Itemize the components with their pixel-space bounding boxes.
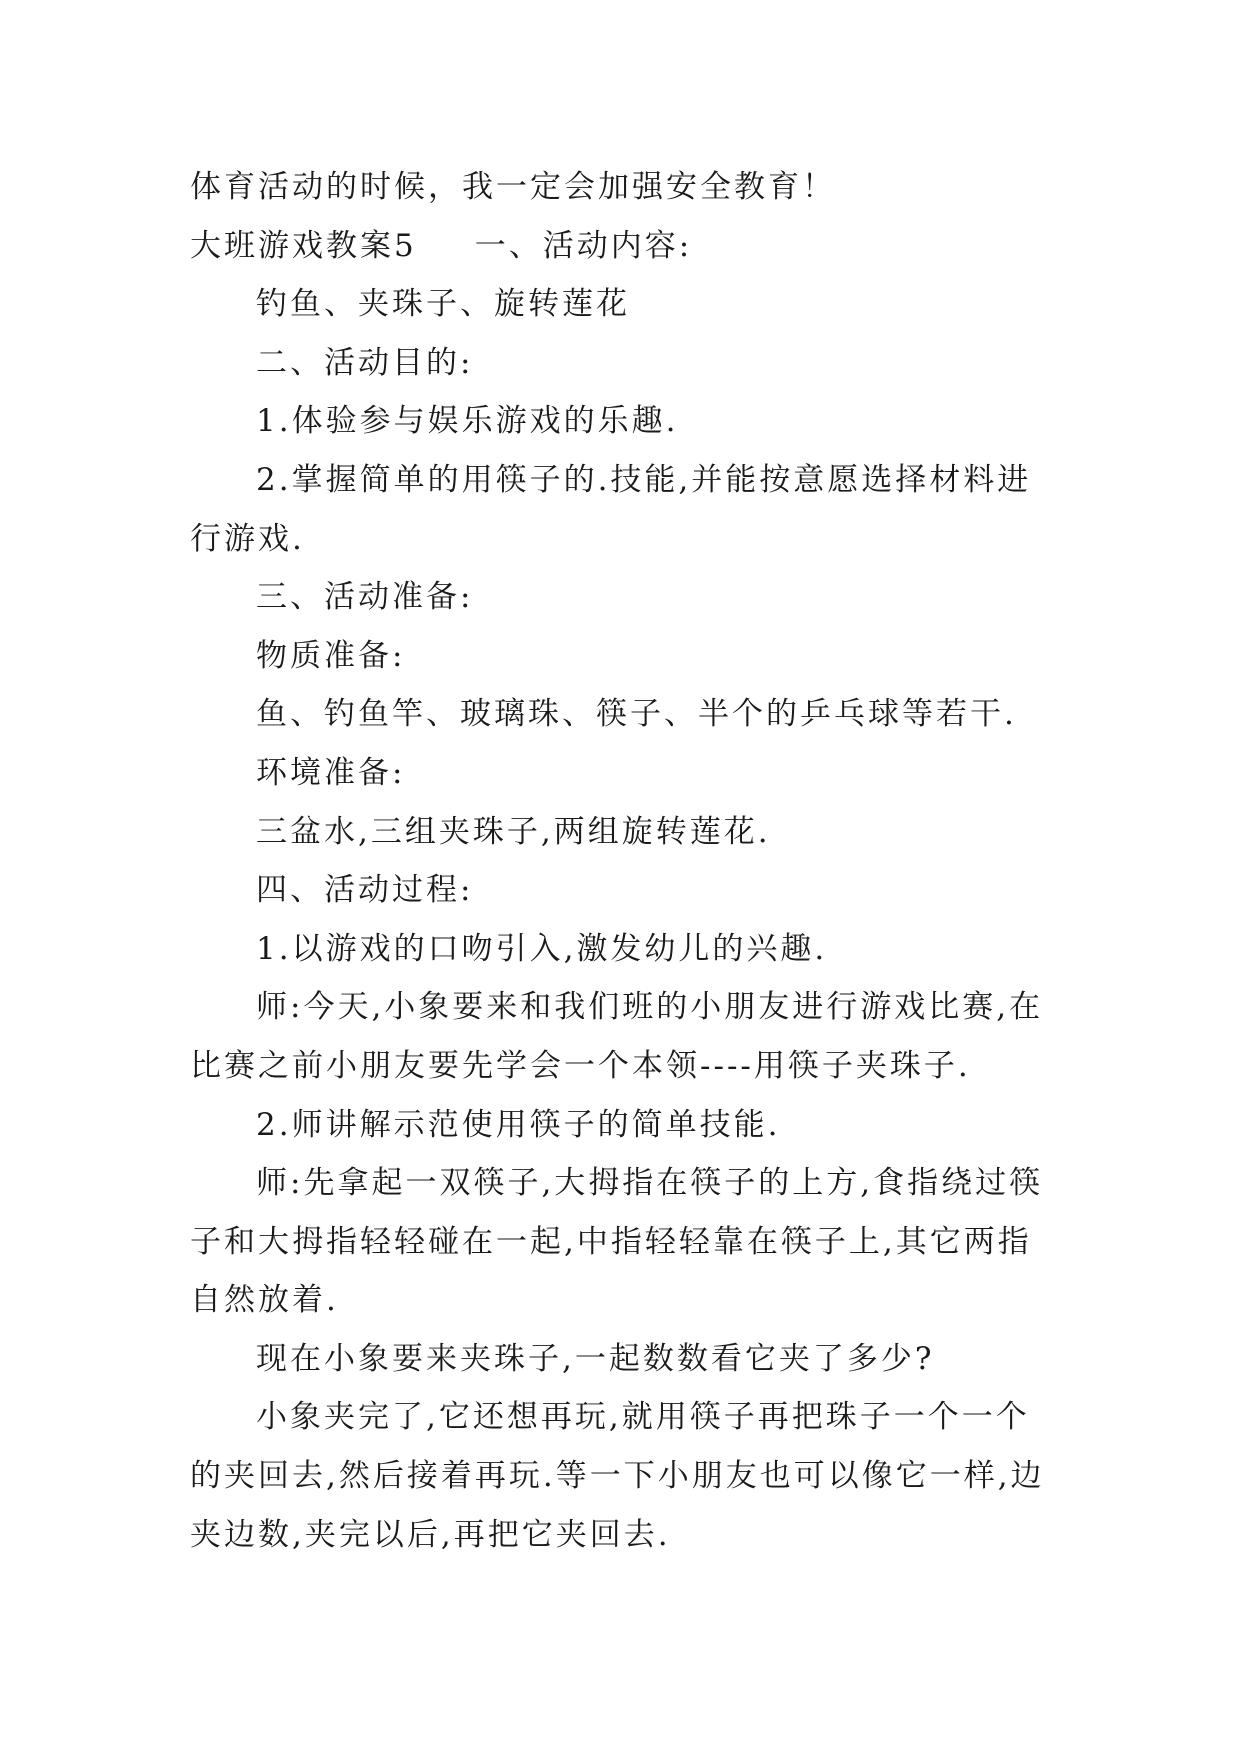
section-heading: 四、活动过程: — [256, 872, 474, 909]
text-line: 小象夹完了,它还想再玩,就用筷子再把珠子一个一个 — [256, 1399, 1030, 1436]
text-line: 1.体验参与娱乐游戏的乐趣. — [256, 403, 679, 440]
text-line: 鱼、钓鱼竿、玻璃珠、筷子、半个的乒乓球等若干. — [256, 696, 1017, 733]
document-body — [190, 158, 1052, 1564]
text-line: 现在小象要来夹珠子,一起数数看它夹了多少? — [256, 1340, 935, 1377]
text-line: 2.师讲解示范使用筷子的简单技能. — [256, 1106, 781, 1143]
text-line: 1.以游戏的口吻引入,激发幼儿的兴趣. — [256, 930, 828, 967]
section-heading: 三、活动准备: — [256, 579, 474, 616]
text-line: 的夹回去,然后接着再玩.等一下小朋友也可以像它一样,边 — [190, 1458, 1045, 1495]
text-line: 行游戏. — [190, 520, 305, 557]
text-line: 夹边数,夹完以后,再把它夹回去. — [190, 1516, 671, 1553]
section-heading: 一、活动内容: — [474, 227, 693, 264]
text-line: 自然放着. — [190, 1282, 339, 1319]
text-line: 物质准备: — [256, 637, 406, 674]
text-line: 子和大拇指轻轻碰在一起,中指轻轻靠在筷子上,其它两指 — [190, 1223, 1032, 1260]
text-line: 体育活动的时候，我一定会加强安全教育！ — [190, 169, 836, 205]
text-line: 环境准备: — [256, 754, 406, 791]
section-title-line — [190, 217, 1052, 276]
text-line: 比赛之前小朋友要先学会一个本领----用筷子夹珠子. — [190, 1047, 971, 1084]
text-line: 2.掌握简单的用筷子的.技能,并能按意愿选择材料进 — [256, 461, 1032, 498]
text-line: 钓鱼、夹珠子、旋转莲花 — [256, 286, 630, 323]
text-line: 师:今天,小象要来和我们班的小朋友进行游戏比赛,在 — [256, 989, 1044, 1026]
text-line: 三盆水,三组夹珠子,两组旋转莲花. — [256, 813, 771, 850]
section-heading: 二、活动目的: — [256, 344, 474, 381]
text-line: 师:先拿起一双筷子,大拇指在筷子的上方,食指绕过筷 — [256, 1165, 1044, 1202]
lesson-title: 大班游戏教案5 — [190, 227, 417, 264]
